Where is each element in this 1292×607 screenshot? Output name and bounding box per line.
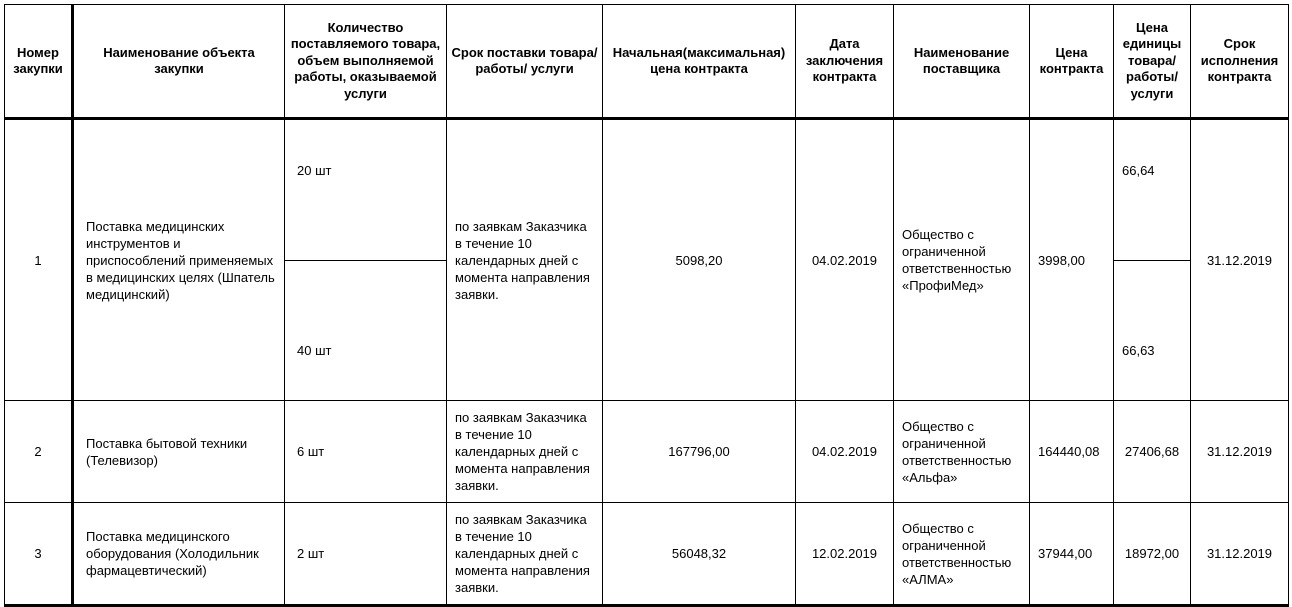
table-row <box>5 503 1289 606</box>
row-number: 2 <box>5 401 73 503</box>
table-row <box>5 119 1289 261</box>
row-unit-price-a: 66,64 <box>1114 119 1191 261</box>
header-object-name: Наименование объекта закупки <box>73 5 285 119</box>
row-max-price: 5098,20 <box>603 119 796 401</box>
row-quantity-a: 20 шт <box>285 119 447 261</box>
row-object-name: Поставка медицинских инструментов и приспособлений применяемых в медицинских целях (Шпатель медицинский) <box>73 119 285 401</box>
header-contract-date: Дата заключения контракта <box>796 5 894 119</box>
row-contract-date: 04.02.2019 <box>796 401 894 503</box>
header-max-price: Начальная(максимальная) цена контракта <box>603 5 796 119</box>
header-deadline: Срок исполнения контракта <box>1191 5 1289 119</box>
row-contract-date: 04.02.2019 <box>796 119 894 401</box>
row-delivery-term: по заявкам Заказчика в течение 10 календарных дней с момента направления заявки. <box>447 503 603 606</box>
row-quantity: 6 шт <box>285 401 447 503</box>
row-contract-date: 12.02.2019 <box>796 503 894 606</box>
row-number: 3 <box>5 503 73 606</box>
row-number: 1 <box>5 119 73 401</box>
row-supplier: Общество с ограниченной ответственностью «ПрофиМед» <box>894 119 1030 401</box>
row-contract-price: 3998,00 <box>1030 119 1114 401</box>
row-unit-price-b: 66,63 <box>1114 261 1191 401</box>
row-quantity: 2 шт <box>285 503 447 606</box>
row-quantity-b: 40 шт <box>285 261 447 401</box>
header-unit-price: Цена единицы товара/ работы/ услуги <box>1114 5 1191 119</box>
row-unit-price: 18972,00 <box>1114 503 1191 606</box>
row-object-name: Поставка бытовой техники (Телевизор) <box>73 401 285 503</box>
header-contract-price: Цена контракта <box>1030 5 1114 119</box>
row-object-name: Поставка медицинского оборудования (Холодильник фармацевтический) <box>73 503 285 606</box>
row-contract-price: 164440,08 <box>1030 401 1114 503</box>
header-quantity: Количество поставляемого товара, объем выполняемой работы, оказываемой услуги <box>285 5 447 119</box>
header-delivery-term: Срок поставки товара/работы/ услуги <box>447 5 603 119</box>
row-delivery-term: по заявкам Заказчика в течение 10 календарных дней с момента направления заявки. <box>447 119 603 401</box>
row-deadline: 31.12.2019 <box>1191 401 1289 503</box>
row-delivery-term: по заявкам Заказчика в течение 10 календарных дней с момента направления заявки. <box>447 401 603 503</box>
row-unit-price: 27406,68 <box>1114 401 1191 503</box>
header-number: Номер закупки <box>5 5 73 119</box>
header-row <box>5 5 1289 119</box>
procurement-table-wrapper <box>4 4 1289 607</box>
row-contract-price: 37944,00 <box>1030 503 1114 606</box>
row-deadline: 31.12.2019 <box>1191 119 1289 401</box>
row-max-price: 167796,00 <box>603 401 796 503</box>
row-supplier: Общество с ограниченной ответственностью «Альфа» <box>894 401 1030 503</box>
table-row <box>5 401 1289 503</box>
row-deadline: 31.12.2019 <box>1191 503 1289 606</box>
row-supplier: Общество с ограниченной ответственностью «АЛМА» <box>894 503 1030 606</box>
row-max-price: 56048,32 <box>603 503 796 606</box>
procurement-table <box>4 4 1289 607</box>
header-supplier: Наименование поставщика <box>894 5 1030 119</box>
